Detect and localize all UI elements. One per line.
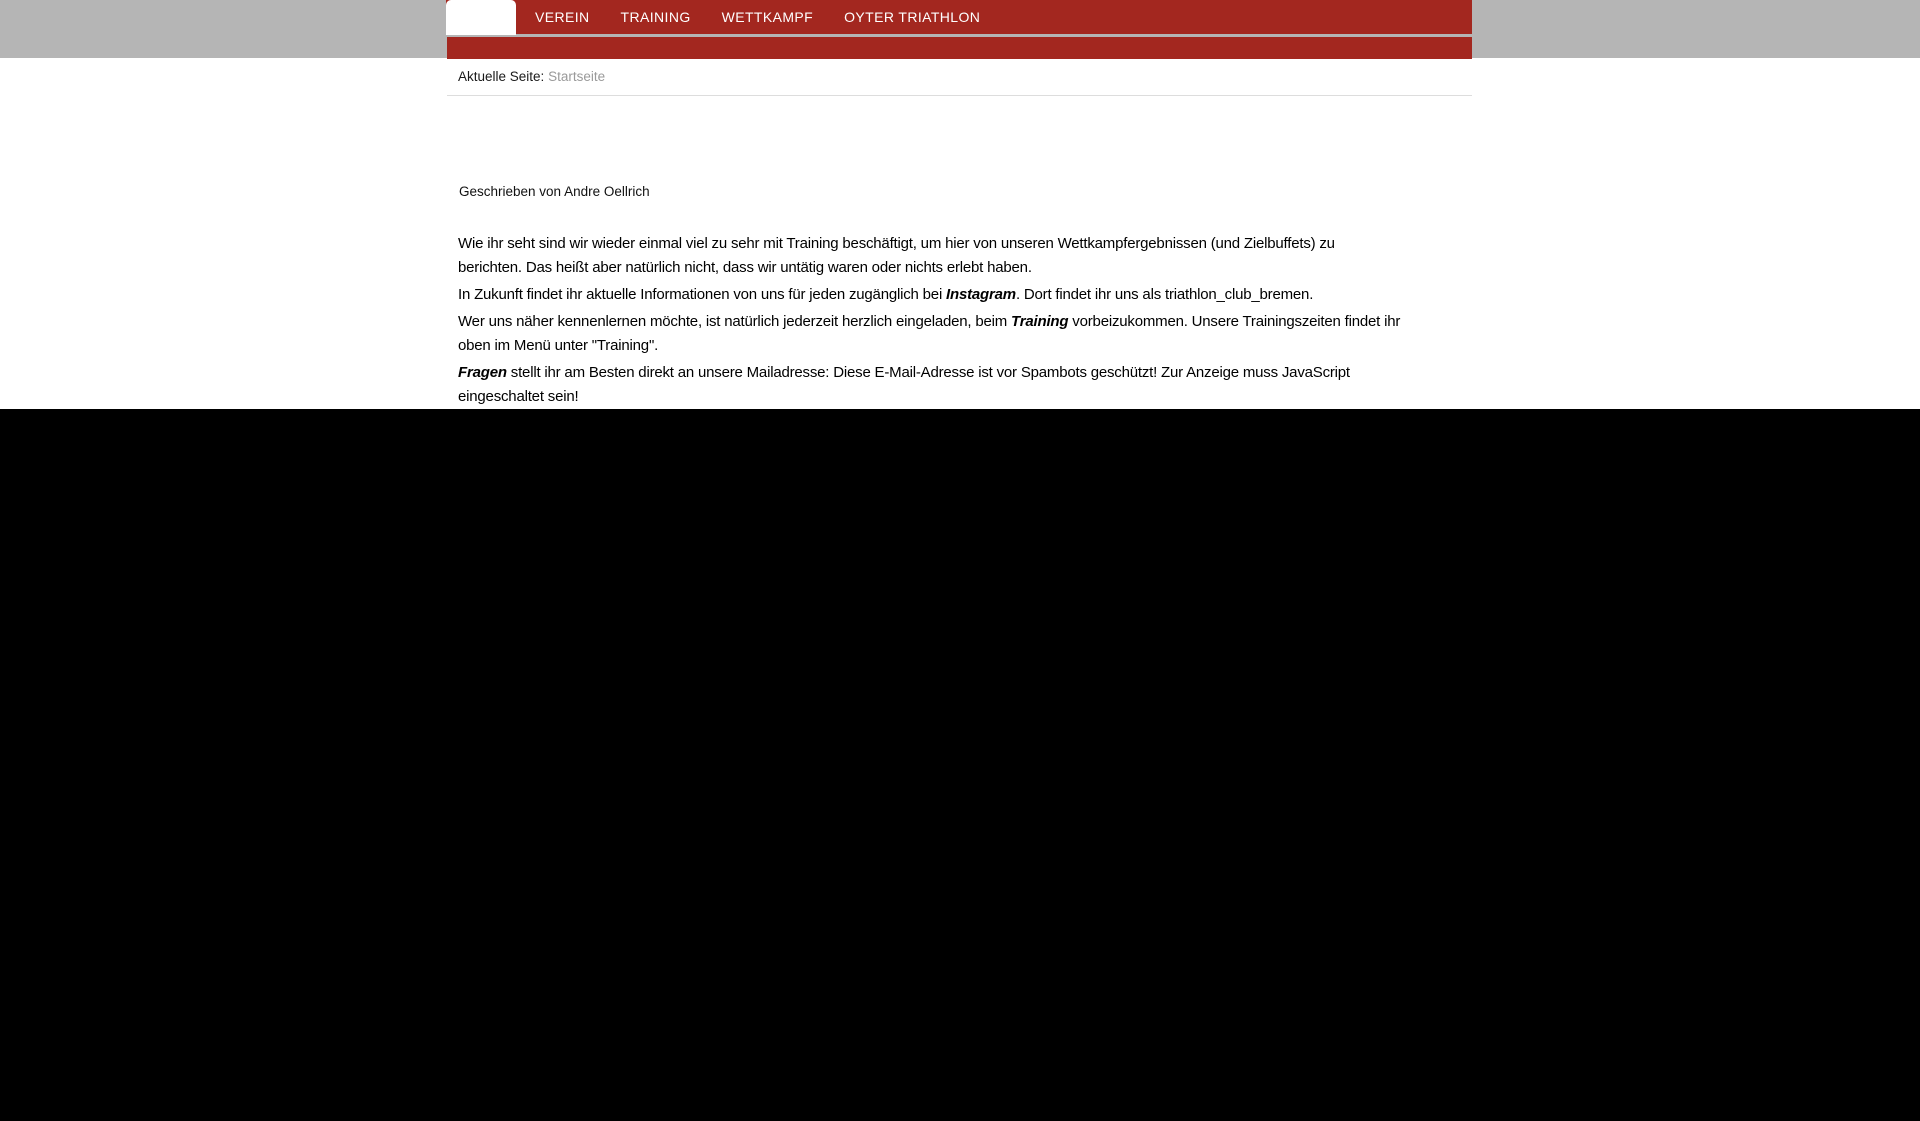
emphasized-text: Fragen (458, 364, 507, 381)
nav-item-wettkampf[interactable]: WETTKAMPF (721, 9, 814, 25)
paragraph-text: In Zukunft findet ihr aktuelle Informationen von uns für jeden zugänglich bei (458, 286, 947, 303)
emphasized-text: Training (1011, 313, 1069, 330)
nav-item-training[interactable]: TRAINING (620, 9, 691, 25)
article-paragraph-3 (458, 310, 1470, 358)
emphasized-text: Instagram (946, 286, 1016, 303)
paragraph-text: vorbeizukommen. Unsere Trainingszeiten findet ihr (1068, 313, 1401, 330)
breadcrumb (458, 69, 605, 84)
paragraph-text: stellt ihr am Besten direkt an unsere Mailadresse: Diese E-Mail-Adresse ist vor Spambots geschützt! Zur Anzeige muss JavaScript (506, 364, 1350, 381)
content-column (446, 0, 1472, 409)
article-paragraph-2 (458, 283, 1470, 307)
paragraph-text: Wie ihr seht sind wir wieder einmal viel zu sehr mit Training beschäftigt, um hier von unseren Wettkampfergebnissen (und Zielbuffets) zu (458, 235, 1335, 252)
breadcrumb-divider (447, 95, 1472, 96)
nav-item-oyter-triathlon[interactable]: OYTER TRIATHLON (844, 9, 981, 25)
header-accent-band (447, 37, 1472, 59)
nav-item-home-active[interactable] (446, 0, 516, 35)
nav-menu (535, 0, 980, 34)
main-navigation-bar (446, 0, 1472, 34)
article-body (458, 232, 1470, 412)
page-footer-background (0, 409, 1920, 1121)
nav-item-verein[interactable]: VEREIN (535, 9, 590, 25)
breadcrumb-label: Aktuelle Seite: (458, 69, 545, 84)
paragraph-text: berichten. Das heißt aber natürlich nicht, dass wir untätig waren oder nichts erlebt haben. (458, 259, 1032, 276)
article-author-line: Geschrieben von Andre Oellrich (459, 184, 650, 199)
article-paragraph-1 (458, 232, 1470, 280)
paragraph-text: . Dort findet ihr uns als triathlon_club_bremen. (1015, 286, 1314, 303)
paragraph-text: oben im Menü unter "Training". (458, 337, 659, 354)
article-paragraph-4 (458, 361, 1470, 409)
paragraph-text: Wer uns näher kennenlernen möchte, ist natürlich jederzeit herzlich eingeladen, beim (458, 313, 1012, 330)
breadcrumb-current-page: Startseite (548, 69, 606, 84)
paragraph-text: eingeschaltet sein! (458, 388, 579, 405)
